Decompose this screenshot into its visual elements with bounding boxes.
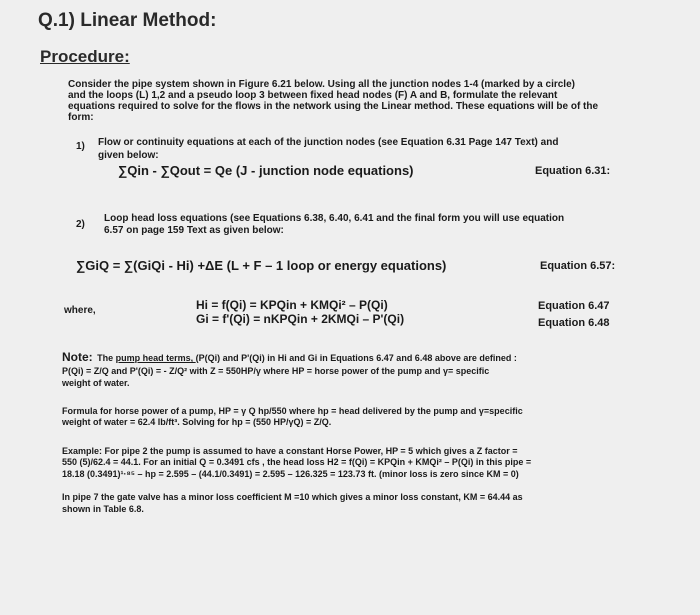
equation-6-47: Hi = f(Qi) = KPQin + KMQi² – P(Qi) [196,298,388,312]
continuity-equation: ∑Qin - ∑Qout = Qe (J - junction node equations) [118,163,414,178]
intro-line: form: [68,112,94,123]
valve-line: shown in Table 6.8. [62,504,144,514]
example-line: 18.18 (0.3491)¹·⁸⁵ – hp = 2.595 – (44.1/0.3491) = 2.595 – 126.325 = 123.73 ft. (minor loss is zero since KM = 0) [62,469,519,479]
note-line [62,348,517,366]
example-line: Example: For pipe 2 the pump is assumed to have a constant Horse Power, HP = 5 which gives a Z factor = [62,446,518,456]
item1-line: given below: [98,150,159,161]
equation-ref-6-57: Equation 6.57: [540,260,616,272]
formula-line: weight of water = 62.4 lb/ft³. Solving for hp = (550 HP/γQ) = Z/Q. [62,417,332,427]
intro-line: and the loops (L) 1,2 and a pseudo loop 3 between fixed head nodes (F) A and B, formulate the relevant [68,90,558,101]
where-label: where, [64,305,96,316]
item1-line: Flow or continuity equations at each of the junction nodes (see Equation 6.31 Page 147 Text) and [98,137,559,148]
equation-ref-6-47: Equation 6.47 [538,300,610,312]
equation-6-48: Gi = f'(Qi) = nKPQin + 2KMQi – P'(Qi) [196,312,405,326]
equation-ref-6-48: Equation 6.48 [538,317,610,329]
equation-ref-6-31: Equation 6.31: [535,165,611,177]
note-label: Note: [62,350,93,364]
intro-line: equations required to solve for the flows in the network using the Linear method. These equations will be of the [68,101,599,112]
procedure-heading: Procedure: [40,47,130,66]
item2-line: 6.57 on page 159 Text as given below: [104,225,284,236]
loop-equation: ∑GiQ = ∑(GiQi - Hi) +ΔE (L + F – 1 loop or energy equations) [76,258,447,273]
valve-line: In pipe 7 the gate valve has a minor loss coefficient M =10 which gives a minor loss constant, KM = 64.44 as [62,492,523,502]
intro-line: Consider the pipe system shown in Figure 6.21 below. Using all the junction nodes 1-4 (marked by a circle) [68,79,575,90]
item2-number: 2) [76,219,85,230]
note-line: P(Qi) = Z/Q and P'(Qi) = - Z/Q² with Z = 550HP/γ where HP = horse power of the pump and γ= specific [62,366,490,376]
formula-line: Formula for horse power of a pump, HP = γ Q hp/550 where hp = head delivered by the pump and γ=specific [62,406,523,416]
note-text: The [97,353,116,363]
item2-line: Loop head loss equations (see Equations 6.38, 6.40, 6.41 and the final form you will use equation [104,213,565,224]
note-line: weight of water. [62,378,130,388]
pump-head-terms: pump head terms, [115,353,196,363]
example-line: 550 (5)/62.4 = 44.1. For an initial Q = 0.3491 cfs , the head loss H2 = f(Qi) = KPQin + KMQi² – P(Qi) in this pipe = [62,457,532,467]
question-title: Q.1) Linear Method: [38,10,217,31]
note-text: (P(Qi) and P'(Qi) in Hi and Gi in Equations 6.47 and 6.48 above are defined : [195,353,517,363]
item1-number: 1) [76,141,85,152]
